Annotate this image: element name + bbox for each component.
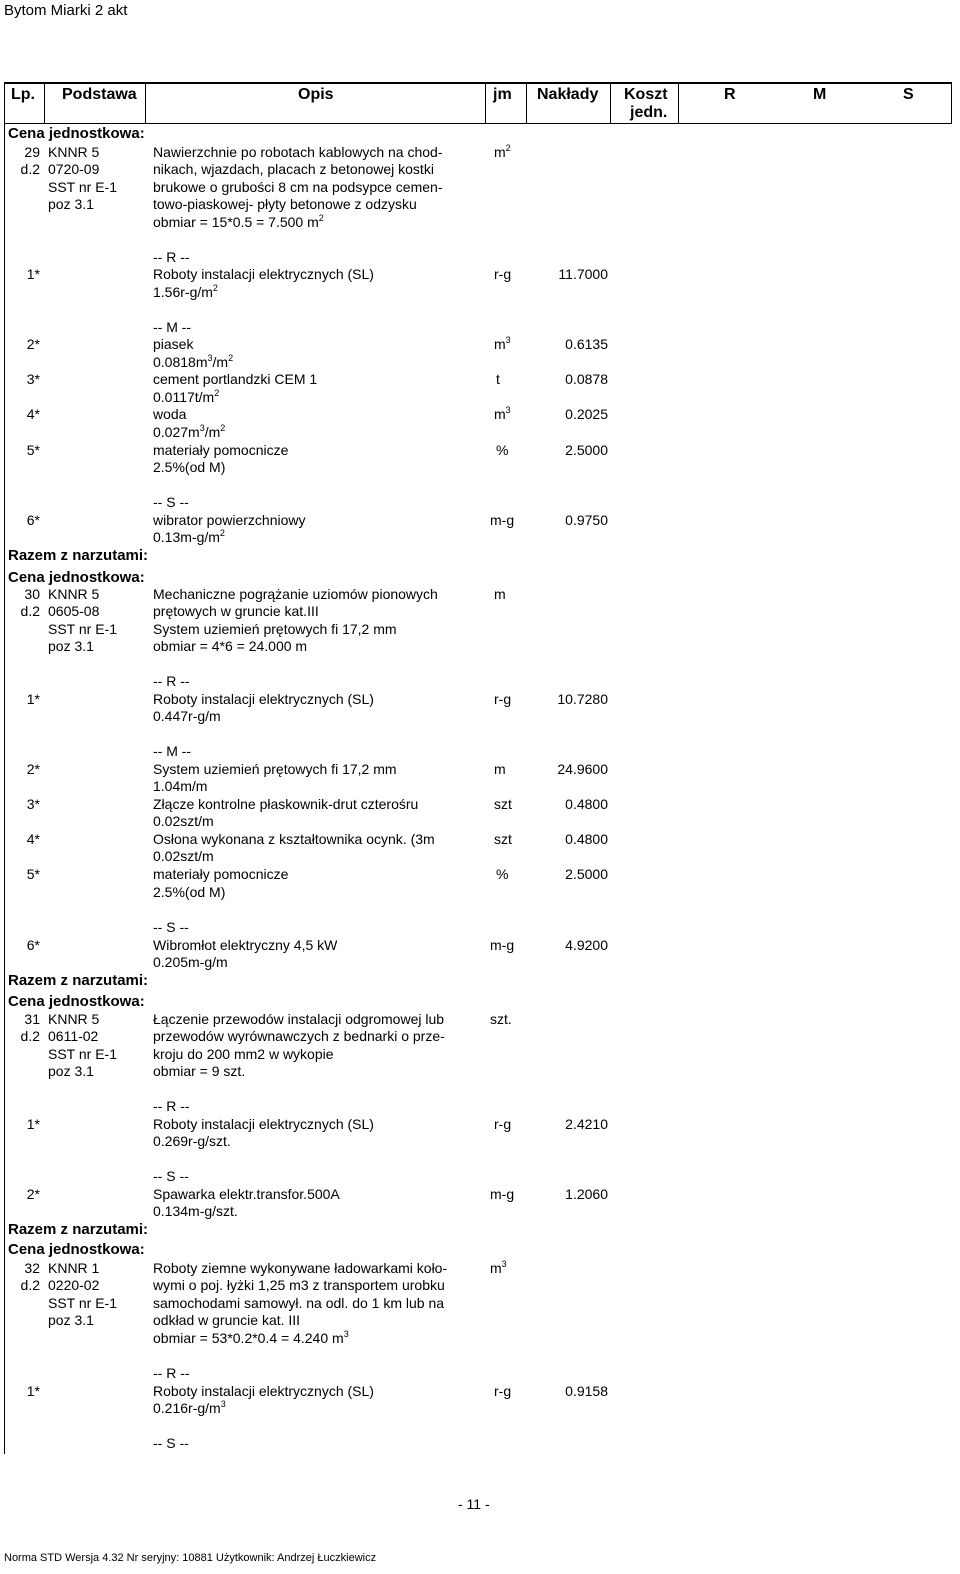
item-norm: 0.205m-g/m (153, 954, 228, 970)
item-norm: $1.56r-g/m^2$ (153, 283, 218, 300)
header-divider (526, 82, 527, 124)
item-value: 2.5000 (565, 442, 608, 458)
item-value: 0.0878 (565, 371, 608, 387)
item-name: Roboty instalacji elektrycznych (SL) (153, 1116, 374, 1132)
razem-label: Razem z narzutami: (8, 972, 149, 989)
item-norm: 0.02szt/m (153, 848, 214, 864)
header-koszt-jedn: jedn. (630, 104, 668, 121)
header-s: S (903, 86, 914, 103)
basis-line: KNNR 5 (48, 144, 100, 160)
item-number: 4* (26, 831, 40, 847)
unit-sup: 2 (505, 143, 511, 153)
item-number: 1* (26, 1116, 40, 1132)
item-value: 0.4800 (565, 796, 608, 812)
header-naklady: Nakłady (537, 86, 599, 103)
item-unit: % (496, 442, 509, 458)
item-name: Wibromłot elektryczny 4,5 kW (153, 937, 338, 953)
position-number: 31 (24, 1011, 40, 1027)
description-line: nikach, wjazdach, placach z betonowej kostki (153, 161, 434, 177)
item-norm: $0.13m-g/m^2$ (153, 528, 225, 545)
cena-jednostkowa-label: Cena jednostkowa: (8, 1241, 145, 1258)
basis-line: 0720-09 (48, 161, 100, 177)
item-name: materiały pomocnicze (153, 866, 289, 882)
section-r-label: -- R -- (153, 1098, 190, 1114)
section-r-label: -- R -- (153, 673, 190, 689)
item-unit: szt (494, 831, 512, 847)
header-koszt: Koszt (624, 86, 668, 103)
item-unit: t (496, 371, 500, 387)
item-norm: 0.02szt/m (153, 813, 214, 829)
item-number: 2* (26, 761, 40, 777)
item-unit: m-g (490, 512, 515, 528)
section-s-label: -- S -- (153, 494, 189, 510)
item-name: Spawarka elektr.transfor.500A (153, 1186, 340, 1202)
item-name: Roboty instalacji elektrycznych (SL) (153, 1383, 374, 1399)
page-title: Bytom Miarki 2 akt (4, 2, 128, 19)
item-number: 2* (26, 1186, 40, 1202)
item-value: 4.9200 (565, 937, 608, 953)
description-line: przewodów wyrównawczych z bednarki o prze- (153, 1028, 445, 1044)
position-unit: m (494, 586, 506, 602)
description-line: Mechaniczne pogrążanie uziomów pionowych (153, 586, 438, 602)
item-name: woda (153, 406, 187, 422)
item-value: 0.4800 (565, 831, 608, 847)
item-unit: r-g (494, 1116, 512, 1132)
item-name: piasek (153, 336, 194, 352)
item-unit: % (496, 866, 509, 882)
item-value: 10.7280 (557, 691, 608, 707)
item-unit: szt (494, 796, 512, 812)
item-number: 2* (26, 336, 40, 352)
obmiar-sup: 2 (318, 213, 324, 223)
razem-label: Razem z narzutami: (8, 547, 149, 564)
header-divider (610, 82, 611, 124)
header-divider (678, 82, 679, 124)
basis-line: SST nr E-1 (48, 1046, 117, 1062)
header-m: M (813, 86, 827, 103)
description-line: Nawierzchnie po robotach kablowych na chod- (153, 144, 443, 160)
item-name: System uziemień prętowych fi 17,2 mm (153, 761, 397, 777)
item-name: Roboty instalacji elektrycznych (SL) (153, 691, 374, 707)
item-unit: r-g (494, 691, 512, 707)
header-podstawa: Podstawa (62, 86, 137, 103)
razem-label: Razem z narzutami: (8, 1221, 149, 1238)
item-number: 4* (26, 406, 40, 422)
cena-jednostkowa-label: Cena jednostkowa: (8, 569, 145, 586)
item-norm: $0.0818m^3/m^2$ (153, 353, 234, 370)
item-name: Złącze kontrolne płaskownik-drut czterośru (153, 796, 419, 812)
obmiar-text: obmiar = 15*0.5 = 7.500 m (153, 214, 319, 230)
item-norm: 0.134m-g/szt. (153, 1203, 238, 1219)
item-name: wibrator powierzchniowy (153, 512, 306, 528)
item-unit: $m^3$ (494, 335, 511, 352)
header-bottom-border (4, 123, 952, 124)
table-top-border (4, 82, 952, 84)
description-line: towo-piaskowej- płyty betonowe z odzysku (153, 196, 417, 212)
item-value: 0.9750 (565, 512, 608, 528)
description-line: wymi o poj. łyżki 1,25 m3 z transportem urobku (153, 1277, 445, 1293)
item-name: materiały pomocnicze (153, 442, 289, 458)
item-number: 3* (26, 371, 40, 387)
obmiar-line: obmiar = 4*6 = 24.000 m (153, 638, 308, 654)
item-unit: m-g (490, 937, 515, 953)
basis-line: 0611-02 (48, 1028, 99, 1044)
section-r-label: -- R -- (153, 249, 190, 265)
section-s-label: -- S -- (153, 919, 189, 935)
item-norm: $0.216r-g/m^3$ (153, 1399, 226, 1416)
item-number: 5* (26, 866, 40, 882)
table-right-border (951, 82, 952, 124)
basis-line: SST nr E-1 (48, 179, 117, 195)
basis-line: poz 3.1 (48, 1312, 94, 1328)
item-value: 1.2060 (565, 1186, 608, 1202)
basis-line: poz 3.1 (48, 638, 94, 654)
item-name: Roboty instalacji elektrycznych (SL) (153, 266, 374, 282)
basis-line: 0605-08 (48, 603, 100, 619)
description-line: prętowych w gruncie kat.III (153, 603, 319, 619)
position-unit: szt. (490, 1011, 512, 1027)
item-number: 3* (26, 796, 40, 812)
item-unit: r-g (494, 266, 512, 282)
basis-line: KNNR 5 (48, 586, 100, 602)
position-number: 32 (24, 1260, 40, 1276)
item-value: 0.2025 (565, 406, 608, 422)
header-r: R (724, 86, 736, 103)
section-s-label: -- S -- (153, 1168, 189, 1184)
description-line: System uziemień prętowych fi 17,2 mm (153, 621, 397, 637)
item-number: 6* (26, 512, 40, 528)
basis-line: poz 3.1 (48, 196, 94, 212)
position-d: d.2 (20, 1028, 40, 1044)
position-number: 29 (24, 144, 40, 160)
basis-line: KNNR 1 (48, 1260, 100, 1276)
table-left-border (4, 82, 5, 1454)
header-lp: Lp. (11, 86, 35, 103)
item-number: 5* (26, 442, 40, 458)
position-d: d.2 (20, 1277, 40, 1293)
item-unit: $m^3$ (494, 405, 511, 422)
description-line: samochodami samowył. na odl. do 1 km lub na (153, 1295, 445, 1311)
position-number: 30 (24, 586, 40, 602)
cena-jednostkowa-label: Cena jednostkowa: (8, 993, 145, 1010)
basis-line: KNNR 5 (48, 1011, 100, 1027)
item-name: cement portlandzki CEM 1 (153, 371, 318, 387)
section-m-label: -- M -- (153, 743, 192, 759)
description-line: kroju do 200 mm2 w wykopie (153, 1046, 334, 1062)
item-norm: $0.027m^3/m^2$ (153, 423, 226, 440)
item-norm: 2.5%(od M) (153, 884, 226, 900)
item-value: 2.4210 (565, 1116, 608, 1132)
description-line: Roboty ziemne wykonywane ładowarkami koło- (153, 1260, 448, 1276)
basis-line: poz 3.1 (48, 1063, 94, 1079)
unit-text: m (494, 144, 506, 160)
item-value: 11.7000 (558, 266, 608, 282)
item-value: 0.6135 (565, 336, 608, 352)
header-divider (145, 82, 146, 124)
header-divider (44, 82, 45, 124)
footer-text: Norma STD Wersja 4.32 Nr seryjny: 10881 Użytkownik: Andrzej Łuczkiewicz (4, 1552, 377, 1564)
header-jm: jm (493, 86, 512, 103)
position-unit: $m^3$ (490, 1259, 507, 1276)
section-r-label: -- R -- (153, 1365, 190, 1381)
item-unit: m-g (490, 1186, 515, 1202)
description-line: brukowe o grubości 8 cm na podsypce cemen- (153, 179, 443, 195)
basis-line: SST nr E-1 (48, 621, 117, 637)
description-line: Łączenie przewodów instalacji odgromowej lub (153, 1011, 445, 1027)
header-divider (485, 82, 486, 124)
item-norm: $0.0117t/m^2$ (153, 388, 220, 405)
item-number: 1* (26, 266, 40, 282)
obmiar-line (153, 214, 324, 232)
item-norm: 2.5%(od M) (153, 459, 226, 475)
item-unit: r-g (494, 1383, 512, 1399)
item-value: 0.9158 (565, 1383, 608, 1399)
section-m-label: -- M -- (153, 319, 192, 335)
section-s-label: -- S -- (153, 1435, 189, 1451)
item-number: 6* (26, 937, 40, 953)
item-norm: 0.447r-g/m (153, 708, 221, 724)
basis-line: 0220-02 (48, 1277, 100, 1293)
position-unit (494, 144, 511, 162)
item-number: 1* (26, 691, 40, 707)
position-d: d.2 (20, 603, 40, 619)
page-number: - 11 - (458, 1496, 490, 1512)
item-value: 24.9600 (557, 761, 608, 777)
position-d: d.2 (20, 161, 40, 177)
obmiar-line: obmiar = 53*0.2*0.4 = 4.240 $m^3$ (153, 1329, 349, 1346)
header-opis: Opis (298, 86, 334, 103)
item-value: 2.5000 (565, 866, 608, 882)
item-number: 1* (26, 1383, 40, 1399)
obmiar-line: obmiar = 9 szt. (153, 1063, 246, 1079)
item-norm: 0.269r-g/szt. (153, 1133, 231, 1149)
cena-jednostkowa-label: Cena jednostkowa: (8, 125, 145, 142)
basis-line: SST nr E-1 (48, 1295, 117, 1311)
description-line: odkład w gruncie kat. III (153, 1312, 301, 1328)
item-unit: m (494, 761, 506, 777)
item-name: Osłona wykonana z kształtownika ocynk. (3m (153, 831, 435, 847)
item-norm: 1.04m/m (153, 778, 208, 794)
